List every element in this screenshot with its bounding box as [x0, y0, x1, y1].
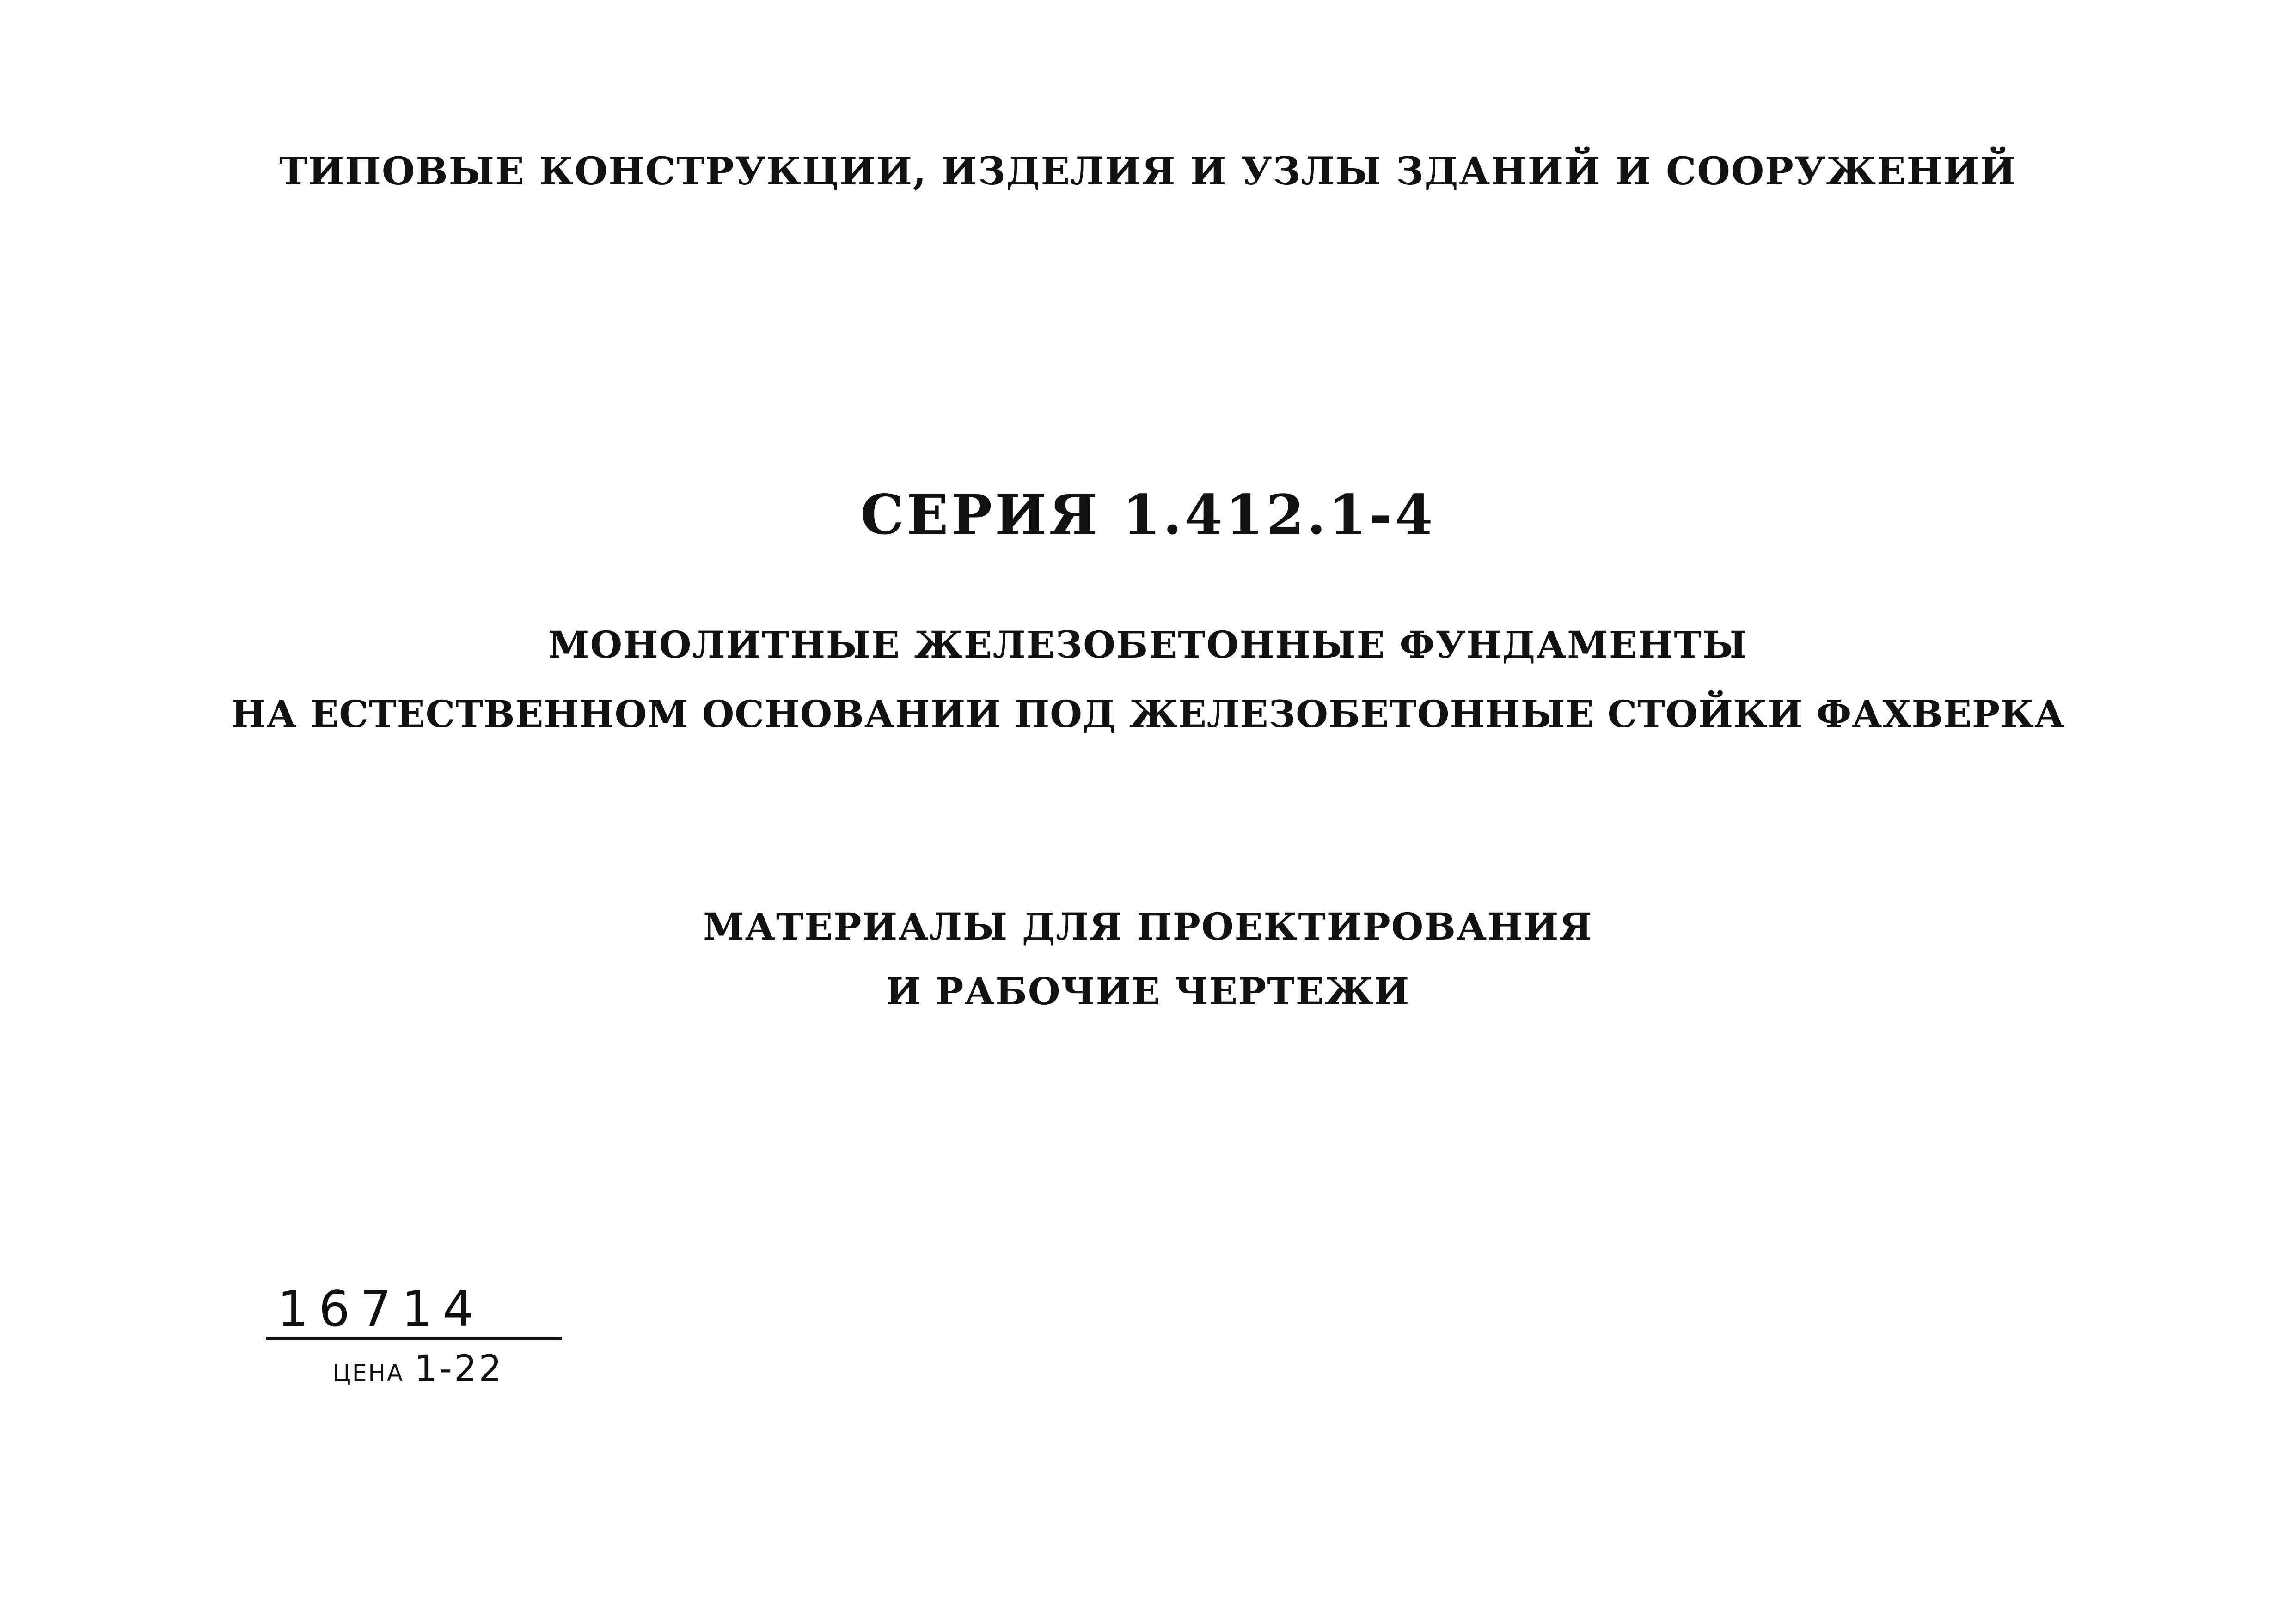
document-subtitle-line-2: И РАБОЧИЕ ЧЕРТЕЖИ: [886, 970, 1410, 1013]
document-title-line-1: МОНОЛИТНЫЕ ЖЕЛЕЗОБЕТОННЫЕ ФУНДАМЕНТЫ: [548, 623, 1748, 666]
series-collection-header: ТИПОВЫЕ КОНСТРУКЦИИ, ИЗДЕЛИЯ И УЗЛЫ ЗДАНИЙ И СООРУЖЕНИЙ: [279, 149, 2017, 194]
series-label: СЕРИЯ: [860, 482, 1100, 547]
price-line: [333, 1348, 504, 1390]
document-title-line-2: НА ЕСТЕСТВЕННОМ ОСНОВАНИИ ПОД ЖЕЛЕЗОБЕТОННЫЕ СТОЙКИ ФАХВЕРКА: [231, 692, 2065, 736]
series-number: 1.412.1-4: [1122, 482, 1436, 547]
stamp-divider-line: [266, 1337, 562, 1340]
document-subtitle-line-1: МАТЕРИАЛЫ ДЛЯ ПРОЕКТИРОВАНИЯ: [703, 905, 1593, 948]
inventory-number: 16714: [277, 1281, 484, 1337]
price-label: ЦЕНА: [333, 1360, 404, 1386]
price-value: 1-22: [414, 1348, 504, 1390]
series-designation: [0, 482, 2296, 547]
